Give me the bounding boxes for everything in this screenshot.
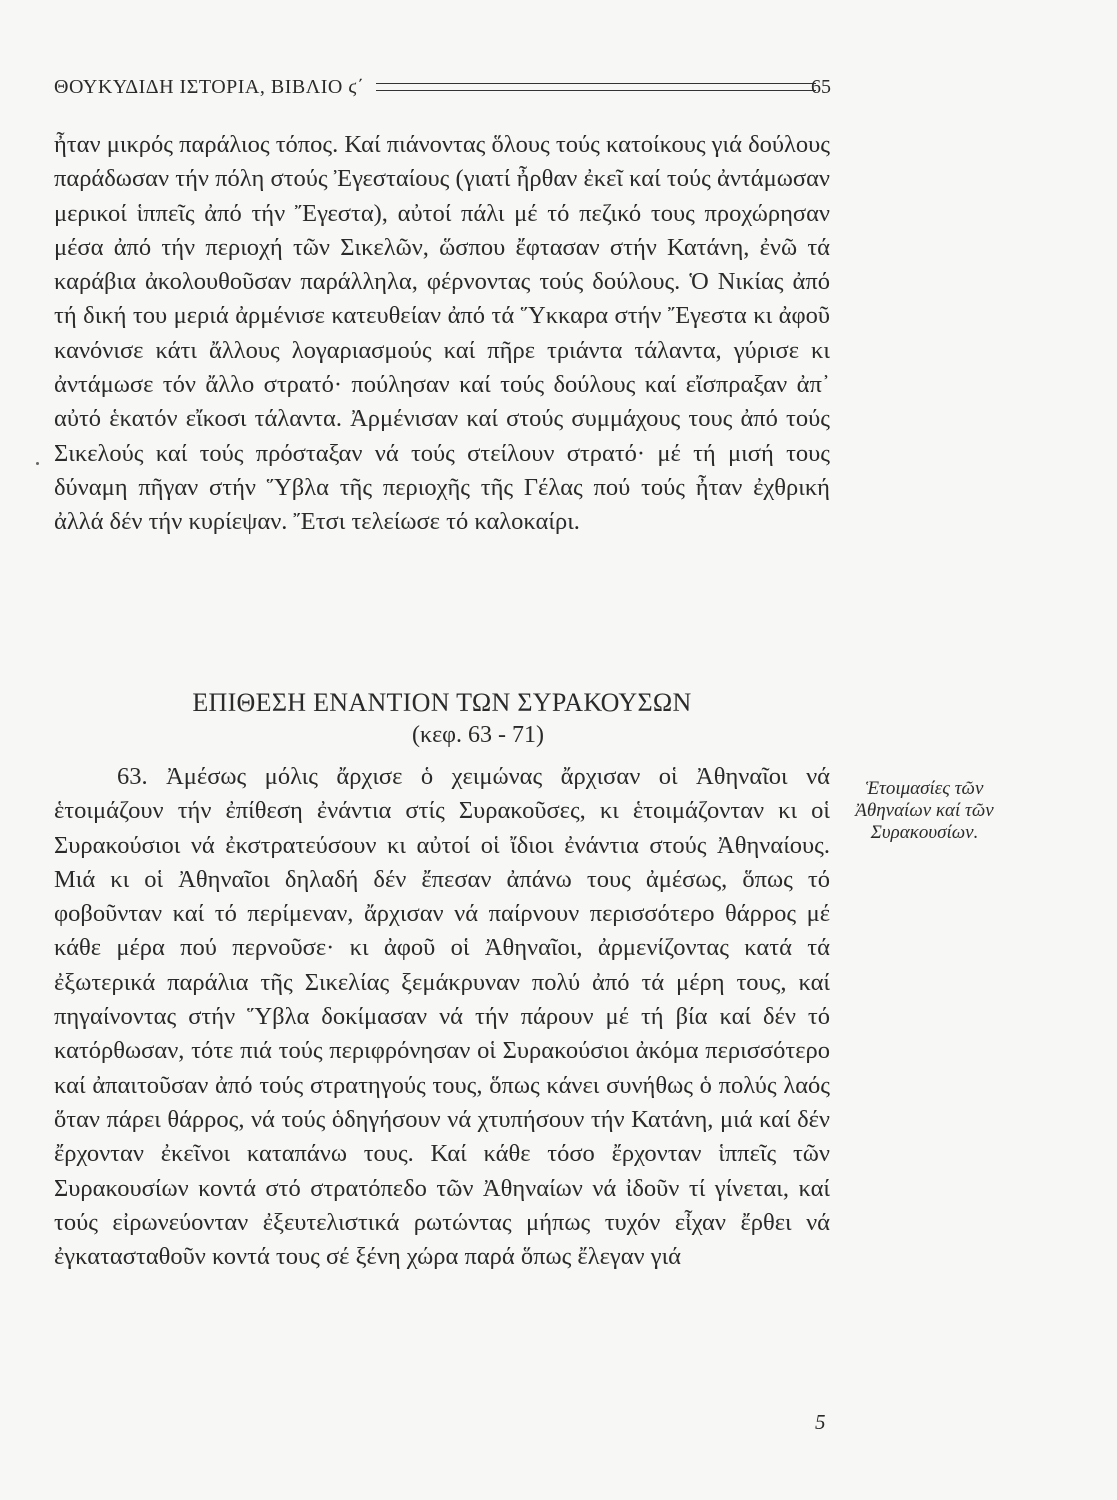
running-title: ΘΟΥΚΥΔΙΔΗ ΙΣΤΟΡΙΑ, ΒΙΒΛΙΟ ϛ΄	[54, 75, 365, 98]
paragraph-chapter-63: 63. Ἀμέσως μόλις ἄρχισε ὁ χειμώνας ἄρχισαν οἱ Ἀθηναῖοι νά ἑτοιμάζουν τήν ἐπίθεση ἐνάντια στίς Συρακοῦσες, κι ἑτοιμάζονταν κι οἱ Συρακούσιοι νά ἐκστρατεύσουν κι αὐτοί οἱ ἴδιοι ἐνάντια στούς Ἀθηναίους. Μιά κι οἱ Ἀθηναῖοι δηλαδή δέν ἔπεσαν ἀπάνω τους ἀμέσως, ὅπως τό φοβοῦνταν καί τό περίμεναν, ἄρχισαν νά παίρνουν περισσότερο θάρρος μέ κάθε μέρα πού περνοῦσε· κι ἀφοῦ οἱ Ἀθηναῖοι, ἀρμενίζοντας κατά τά ἐξωτερικά παράλια τῆς Σικελίας ξεμάκρυναν πολύ ἀπό τά μέρη τους, καί πηγαίνοντας στήν Ὕβλα δοκίμασαν νά τήν πάρουν μέ τή βία καί δέν τό κατόρθωσαν, τότε πιά τούς περιφρόνησαν οἱ Συρακούσιοι ἀκόμα περισσότερο καί ἀπαιτοῦσαν ἀπό τούς στρατηγούς τους, ὅπως κάνει συνήθως ὁ πολύς λαός ὅταν πάρει θάρρος, νά τούς ὁδηγήσουν νά χτυπήσουν τήν Κατάνη, μιά καί δέν ἔρχονταν ἐκεῖνοι καταπάνω τους. Καί κάθε τόσο ἔρχονταν ἱππεῖς τῶν Συρακουσίων κοντά στό στρατόπεδο τῶν Ἀθηναίων νά ἰδοῦν τί γίνεται, καί τούς εἰρωνεύονταν ἐξευτελιστικά ρωτώντας μήπως τυχόν εἶχαν ἔρθει νά ἐγκατασταθοῦν κοντά τους σέ ξένη χώρα παρά ὅπως ἔλεγαν γιά	[54, 763, 830, 1271]
running-header	[54, 74, 830, 100]
folio-signature: 5	[815, 1410, 826, 1434]
section-subheading: (κεφ. 63 - 71)	[412, 722, 544, 748]
margin-note: Ἑτοιμασίες τῶν Ἀθηναίων καί τῶν Συρακουσίων.	[855, 778, 994, 843]
section-heading: ΕΠΙΘΕΣΗ ΕΝΑΝΤΙΟΝ ΤΩΝ ΣΥΡΑΚΟΥΣΩΝ	[192, 688, 692, 717]
header-double-rule	[376, 83, 816, 91]
paragraph-continuation: ἦταν μικρός παράλιος τόπος. Καί πιάνοντας ὅλους τούς κατοίκους γιά δούλους παράδωσαν τήν πόλη στούς Ἐγεσταίους (γιατί ἦρθαν ἐκεῖ καί τούς ἀντάμωσαν μερικοί ἱππεῖς ἀπό τήν Ἔγεστα), αὐτοί πάλι μέ τό πεζικό τους προχώρησαν μέσα ἀπό τήν περιοχή τῶν Σικελῶν, ὥσπου ἔφτασαν στήν Κατάνη, ἐνῶ τά καράβια ἀκολουθοῦσαν παράλληλα, φέρνοντας τούς δούλους. Ὁ Νικίας ἀπό τή δική του μεριά ἀρμένισε κατευθείαν ἀπό τά Ὕκκαρα στήν Ἔγεστα κι ἀφοῦ κανόνισε κάτι ἄλλους λογαριασμούς καί πῆρε τριάντα τάλαντα, γύρισε κι ἀντάμωσε τόν ἄλλο στρατό· πούλησαν καί τούς δούλους καί εἴσπραξαν ἀπ᾽ αὐτό ἑκατόν εἴκοσι τάλαντα. Ἀρμένισαν καί στούς συμμάχους τους ἀπό τούς Σικελούς καί τούς πρόσταξαν νά τούς στείλουν στρατό· μέ τή μισή τους δύναμη πῆγαν στήν Ὕβλα τῆς περιοχῆς τῆς Γέλας πού τούς ἦταν ἐχθρική ἀλλά δέν τήν κυρίεψαν. Ἔτσι τελείωσε τό καλοκαίρι.	[54, 131, 830, 536]
scan-speck	[36, 462, 39, 465]
page-number: 65	[811, 76, 831, 98]
